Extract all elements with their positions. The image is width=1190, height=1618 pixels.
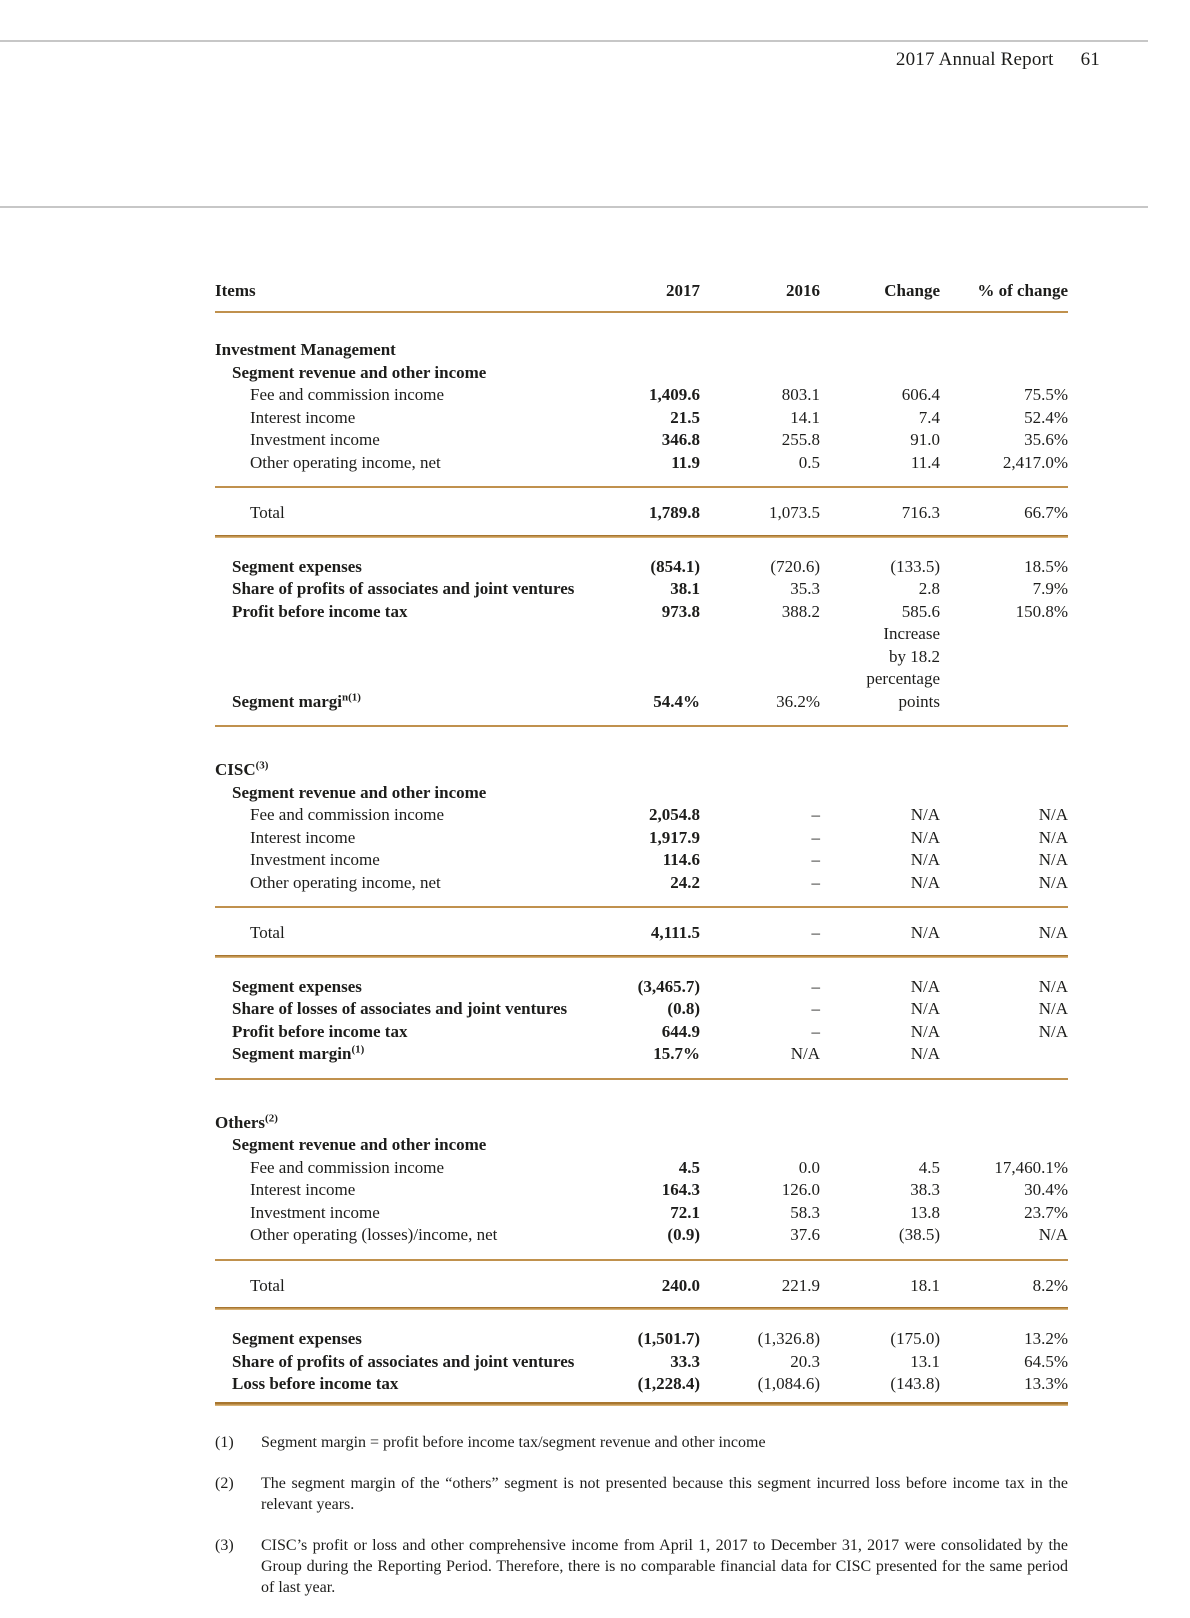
row-label: Interest income — [250, 827, 356, 847]
table-row — [215, 1157, 1068, 1180]
row-label: Interest income — [250, 1180, 356, 1199]
cell-2016: 0.0 — [798, 1157, 820, 1177]
table-gap — [215, 910, 1068, 922]
cell-pct-of-change: 64.5% — [1024, 1351, 1068, 1371]
table-gap — [215, 960, 1068, 976]
cell-pct-of-change — [940, 782, 1068, 805]
footnote — [215, 1432, 1068, 1453]
table-rows — [215, 313, 1068, 1406]
cell-change: 7.4 — [918, 407, 940, 427]
column-header-2016: 2016 — [786, 281, 820, 300]
row-label: Investment income — [250, 430, 380, 449]
cell-2017 — [590, 1134, 700, 1157]
row-label: Fee and commission income — [250, 805, 445, 824]
cell-2017: 11.9 — [671, 452, 700, 472]
row-label: Total — [250, 1275, 285, 1295]
cell-pct-of-change: 7.9% — [1032, 579, 1068, 598]
table-row — [215, 1202, 1068, 1225]
cell-pct-of-change: 66.7% — [1024, 503, 1068, 522]
cell-change — [820, 1112, 940, 1135]
cell-2016: – — [811, 999, 820, 1018]
cell-pct-of-change — [940, 646, 1068, 669]
cell-pct-of-change — [940, 623, 1068, 646]
cell-pct-of-change: N/A — [1038, 827, 1068, 847]
cell-2016: – — [811, 923, 820, 942]
cell-2017 — [590, 623, 700, 646]
cell-2017: 54.4% — [653, 691, 700, 711]
footnote-marker: n(1) — [342, 690, 361, 703]
cell-2017: 240.0 — [661, 1275, 700, 1295]
header-divider — [0, 206, 1148, 208]
segment-results-table — [215, 279, 1068, 1618]
table-row — [215, 1224, 1068, 1247]
table-rule-thick — [215, 1402, 1068, 1406]
footnote-text: Segment margin = profit before income tax/segment revenue and other income — [261, 1433, 766, 1451]
row-label: Profit before income tax — [232, 601, 408, 621]
row-label: Investment income — [250, 850, 380, 869]
row-label: Other operating (losses)/income, net — [250, 1225, 498, 1244]
table-row — [215, 578, 1068, 601]
cell-change — [820, 759, 940, 782]
cell-2017: 346.8 — [661, 430, 700, 449]
cell-pct-of-change: 8.2% — [1032, 1275, 1068, 1295]
table-header-row — [215, 279, 1068, 303]
table-row — [215, 1328, 1068, 1351]
row-label: Segment expenses — [232, 1329, 362, 1348]
row-label: Share of losses of associates and joint ventures — [232, 999, 568, 1018]
cell-pct-of-change: N/A — [1038, 1225, 1068, 1244]
cell-pct-of-change: 18.5% — [1024, 556, 1068, 576]
cell-2017 — [590, 668, 700, 691]
cell-2017 — [590, 646, 700, 669]
cell-change: N/A — [910, 872, 940, 892]
cell-2017: (1,228.4) — [637, 1374, 700, 1393]
cell-2017: (0.9) — [667, 1225, 700, 1244]
table-row — [215, 1351, 1068, 1374]
cell-2017: 1,917.9 — [649, 827, 700, 847]
table-row — [215, 1179, 1068, 1202]
row-label: Loss before income tax — [232, 1374, 399, 1393]
cell-change: 11.4 — [910, 452, 940, 472]
cell-2016 — [700, 646, 820, 669]
cell-change: N/A — [910, 923, 940, 942]
cell-change: 38.3 — [910, 1180, 940, 1199]
cell-change: Increase — [883, 624, 940, 643]
running-header — [896, 49, 1100, 71]
cell-change: (38.5) — [898, 1225, 940, 1244]
cell-pct-of-change: 2,417.0% — [1002, 452, 1068, 472]
table-row — [215, 1021, 1068, 1044]
row-label: Share of profits of associates and joint ventures — [232, 579, 575, 598]
row-label: Other operating income, net — [250, 452, 441, 472]
cell-2016 — [700, 668, 820, 691]
cell-change: N/A — [910, 1044, 940, 1063]
cell-pct-of-change: N/A — [1038, 850, 1068, 869]
cell-change: 91.0 — [910, 430, 940, 449]
column-header-pct-of-change: % of change — [977, 281, 1068, 300]
top-divider — [0, 40, 1148, 42]
table-gap — [215, 313, 1068, 339]
cell-change: N/A — [910, 999, 940, 1018]
row-label: Segment revenue and other income — [232, 1135, 487, 1154]
table-row — [215, 362, 1068, 385]
row-label: Fee and commission income — [250, 1157, 445, 1177]
cell-2017: 2,054.8 — [649, 805, 700, 824]
cell-2017: (0.8) — [667, 999, 700, 1018]
cell-2017: 38.1 — [670, 579, 700, 598]
row-label: Investment Management — [215, 340, 396, 359]
cell-pct-of-change — [940, 1112, 1068, 1135]
report-title: 2017 Annual Report — [895, 49, 1054, 70]
cell-2017: 4,111.5 — [650, 923, 700, 942]
row-label: Total — [250, 923, 285, 942]
cell-2017: (1,501.7) — [637, 1329, 700, 1348]
cell-change — [820, 339, 940, 362]
row-label: Total — [250, 503, 285, 522]
cell-2017: 72.1 — [670, 1202, 700, 1222]
table-row — [215, 1134, 1068, 1157]
cell-change: 585.6 — [901, 601, 940, 621]
cell-2017: (854.1) — [650, 556, 700, 576]
table-row — [215, 1275, 1068, 1298]
cell-2016: 126.0 — [781, 1180, 820, 1199]
cell-change — [820, 362, 940, 385]
cell-pct-of-change — [940, 362, 1068, 385]
cell-2017 — [590, 339, 700, 362]
table-row — [215, 646, 1068, 669]
cell-change: (143.8) — [890, 1374, 940, 1393]
cell-change: percentage — [866, 669, 940, 688]
cell-pct-of-change — [940, 339, 1068, 362]
footnote-marker: (2) — [265, 1111, 278, 1124]
cell-change: (175.0) — [890, 1329, 940, 1348]
footnote-number: (3) — [215, 1536, 234, 1554]
table-row — [215, 1112, 1068, 1135]
cell-pct-of-change: 52.4% — [1024, 407, 1068, 427]
table-row — [215, 452, 1068, 475]
row-label: Segment expenses — [232, 556, 362, 576]
table-row — [215, 668, 1068, 691]
cell-2016 — [700, 1134, 820, 1157]
row-label: Segment revenue and other income — [232, 782, 487, 802]
row-label: Investment income — [250, 1202, 380, 1222]
cell-2016: (1,084.6) — [757, 1374, 820, 1393]
table-rule-double — [215, 955, 1068, 958]
cell-change: 18.1 — [910, 1275, 940, 1295]
cell-2016 — [700, 782, 820, 805]
cell-2016: (1,326.8) — [757, 1329, 820, 1348]
table-rule-single — [215, 725, 1068, 727]
cell-2016: N/A — [790, 1044, 820, 1063]
cell-change: N/A — [910, 805, 940, 824]
cell-2017 — [590, 782, 700, 805]
table-row — [215, 502, 1068, 525]
cell-2017: 24.2 — [670, 872, 700, 892]
cell-pct-of-change: 75.5% — [1024, 385, 1068, 404]
table-row — [215, 556, 1068, 579]
row-label: Segment revenue and other income — [232, 362, 487, 382]
table-row — [215, 759, 1068, 782]
footnote-number: (2) — [215, 1474, 234, 1492]
table-row — [215, 429, 1068, 452]
cell-pct-of-change: 17,460.1% — [994, 1157, 1068, 1177]
cell-pct-of-change — [940, 1043, 1068, 1066]
row-label: Other operating income, net — [250, 872, 441, 892]
cell-2017: 973.8 — [661, 601, 700, 621]
cell-2016 — [700, 1112, 820, 1135]
table-rule-single — [215, 906, 1068, 908]
column-header-change: Change — [884, 281, 940, 300]
cell-2016: (720.6) — [770, 556, 820, 576]
cell-pct-of-change: N/A — [1038, 976, 1068, 996]
cell-2017 — [590, 1112, 700, 1135]
cell-2016: 388.2 — [781, 601, 820, 621]
table-gap — [215, 1312, 1068, 1328]
cell-2016: – — [811, 805, 820, 824]
cell-2017: 15.7% — [653, 1044, 700, 1063]
cell-2016: – — [811, 872, 820, 892]
footnote-text: CISC’s profit or loss and other comprehensive income from April 1, 2017 to December 31, 2017 were consolidated by the Group during the Reporting Period. Therefore, there is no comparable financial data for CISC presented for the same period of last year. — [261, 1536, 1068, 1596]
row-label: Profit before income tax — [232, 1021, 408, 1041]
table-row — [215, 1043, 1068, 1066]
cell-2017: 114.6 — [662, 850, 700, 869]
footnotes — [215, 1432, 1068, 1598]
table-row — [215, 976, 1068, 999]
cell-change: N/A — [910, 827, 940, 847]
row-label: Segment margi$^{n(1)}$ — [232, 690, 361, 711]
row-label: Fee and commission income — [250, 385, 445, 404]
row-label: Interest income — [250, 407, 356, 427]
table-row — [215, 407, 1068, 430]
cell-2016: 1,073.5 — [769, 503, 820, 522]
footnote — [215, 1535, 1068, 1598]
cell-pct-of-change — [940, 1134, 1068, 1157]
table-rule-single — [215, 486, 1068, 488]
cell-2017: 1,789.8 — [649, 503, 700, 522]
cell-2017: 644.9 — [661, 1021, 700, 1041]
table-gap — [215, 729, 1068, 759]
cell-2016: – — [811, 827, 820, 847]
cell-change: 13.8 — [910, 1202, 940, 1222]
cell-change: 606.4 — [901, 385, 940, 404]
column-header-2017: 2017 — [666, 281, 700, 300]
cell-2016: 803.1 — [781, 385, 820, 404]
cell-2017: 164.3 — [661, 1180, 700, 1199]
cell-change: N/A — [910, 976, 940, 996]
cell-change: 2.8 — [918, 579, 940, 598]
row-label — [215, 646, 590, 669]
row-label: Segment margin$^{(1)}$ — [232, 1043, 365, 1063]
row-label: CISC$^{(3)}$ — [215, 759, 269, 779]
table-rule-single — [215, 1259, 1068, 1261]
cell-pct-of-change: N/A — [1038, 805, 1068, 824]
cell-pct-of-change: N/A — [1038, 872, 1068, 892]
cell-pct-of-change: N/A — [1038, 999, 1068, 1018]
cell-2017: 1,409.6 — [649, 385, 700, 404]
cell-pct-of-change: 13.2% — [1024, 1329, 1068, 1348]
cell-2017: (3,465.7) — [637, 976, 700, 996]
cell-change: N/A — [910, 850, 940, 869]
cell-2017 — [590, 759, 700, 782]
footnote-text: The segment margin of the “others” segment is not presented because this segment incurred loss before income tax in the relevant years. — [261, 1474, 1068, 1513]
cell-2016: 255.8 — [781, 430, 820, 449]
cell-pct-of-change: 13.3% — [1024, 1374, 1068, 1393]
cell-pct-of-change: 23.7% — [1024, 1202, 1068, 1222]
cell-2016: – — [811, 850, 820, 869]
cell-change: points — [898, 691, 940, 711]
row-label: Segment expenses — [232, 976, 362, 996]
footnote-number: (1) — [215, 1433, 234, 1451]
column-header-items: Items — [215, 281, 256, 300]
table-row — [215, 804, 1068, 827]
table-row — [215, 601, 1068, 624]
cell-2016: 58.3 — [790, 1202, 820, 1222]
cell-2017 — [590, 362, 700, 385]
table-row — [215, 849, 1068, 872]
footnote-marker: (1) — [351, 1043, 365, 1056]
cell-change: by 18.2 — [889, 646, 940, 666]
row-label — [215, 668, 590, 691]
footnote-marker: (3) — [255, 759, 269, 772]
table-rule-single — [215, 1078, 1068, 1080]
cell-2016 — [700, 623, 820, 646]
cell-2016: 35.3 — [790, 579, 820, 598]
table-rule-double — [215, 1307, 1068, 1310]
cell-2016 — [700, 339, 820, 362]
cell-change — [820, 1134, 940, 1157]
cell-2016: – — [811, 1021, 820, 1041]
cell-2016: 36.2% — [776, 691, 820, 711]
cell-pct-of-change: 35.6% — [1024, 430, 1068, 449]
table-row — [215, 998, 1068, 1021]
table-row — [215, 922, 1068, 945]
cell-change: 13.1 — [910, 1351, 940, 1371]
cell-pct-of-change: N/A — [1038, 923, 1068, 942]
cell-2016: 14.1 — [790, 407, 820, 427]
cell-2017: 4.5 — [678, 1157, 700, 1177]
footnote — [215, 1473, 1068, 1515]
cell-pct-of-change: N/A — [1038, 1021, 1068, 1041]
row-label: Share of profits of associates and joint ventures — [232, 1351, 575, 1371]
table-gap — [215, 490, 1068, 502]
cell-change: 716.3 — [901, 503, 940, 522]
cell-2017: 21.5 — [670, 407, 700, 427]
cell-2016 — [700, 362, 820, 385]
cell-pct-of-change: 30.4% — [1024, 1180, 1068, 1199]
table-gap — [215, 1082, 1068, 1112]
table-row — [215, 691, 1068, 714]
table-row — [215, 872, 1068, 895]
cell-2017: 33.3 — [670, 1351, 700, 1371]
table-row — [215, 339, 1068, 362]
table-gap — [215, 1263, 1068, 1275]
cell-change: N/A — [910, 1021, 940, 1041]
cell-change: (133.5) — [890, 556, 940, 576]
cell-pct-of-change — [940, 668, 1068, 691]
cell-2016 — [700, 759, 820, 782]
cell-2016: 20.3 — [790, 1351, 820, 1371]
table-row — [215, 782, 1068, 805]
cell-2016: 37.6 — [790, 1225, 820, 1244]
row-label — [215, 623, 590, 646]
cell-pct-of-change: 150.8% — [1015, 601, 1068, 621]
cell-2016: 0.5 — [798, 452, 820, 472]
table-gap — [215, 540, 1068, 556]
table-rule-double — [215, 535, 1068, 538]
cell-2016: 221.9 — [781, 1275, 820, 1295]
page-number: 61 — [1080, 49, 1100, 70]
table-row — [215, 384, 1068, 407]
table-row — [215, 623, 1068, 646]
row-label: Others$^{(2)}$ — [215, 1111, 278, 1132]
table-row — [215, 1373, 1068, 1396]
cell-pct-of-change — [940, 759, 1068, 782]
table-row — [215, 827, 1068, 850]
cell-change — [820, 782, 940, 805]
cell-change: 4.5 — [918, 1157, 940, 1177]
cell-pct-of-change — [940, 691, 1068, 714]
cell-2016: – — [811, 976, 820, 996]
